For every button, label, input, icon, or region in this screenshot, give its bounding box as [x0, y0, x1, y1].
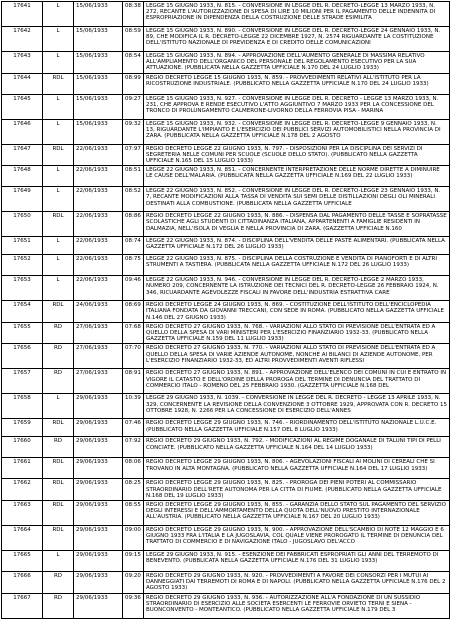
act-text-cell: REGIO DECRETO LEGGE 15 GIUGNO 1933, N. 859. - PROVVEDIMENTI RELATIVI ALL'ISTITUTO PER LA RICOSTRUZIONE INDUSTRIALE. (PUBBLICATO NELLA GAZZETTA UFFICIALE N.170 DEL 24 LUGLIO 1933) — [144, 73, 450, 94]
act-text-cell: REGIO DECRETO LEGGE 29 GIUGNO 1933, N. 825. - PROROGA DEI PIENI POTERI AL COMMISSARIO STRAORDINARIO DELL'RETE AUTONOMA PER LA CITTA DI FIUME. (PUBBLICATO NELLA GAZZETTA UFFICIALE N.168 DEL 19 LUGLIO 1933) — [144, 479, 450, 501]
table-row — [2, 52, 450, 74]
act-id-cell: 09:20 — [123, 572, 144, 594]
act-type-cell: RD — [43, 344, 74, 369]
act-text-cell: REGIO DECRETO 27 GIUGNO 1933, N. 891. - APPROVAZIONE DELL'ELENCO DEI COMUNI IN CUI E ENTRATO IN VIGORE IL CATASTO E DELL'ORDINE DELLA PROROGA DEL TERMINE DI DENUNCIA DEL TRATTATO DI COMMERCIO ITALO - ROMENO DEL 25 FEBBRAIO 1930. (GAZZETTA UFFICIALE N.168 DEL — [144, 369, 450, 394]
table-row — [2, 212, 450, 237]
act-date-cell: 29/06/1933 — [74, 526, 123, 551]
act-text-cell: REGIO DECRETO LEGGE 22 GIUGNO 1933, N. 886. - DISPENSA DAL PAGAMENTO DELLE TASSE E SOPRATASSE SCOLASTICHE AGLI STUDENTI DI CITTADINANZA ITALIANA, APPARTENENTI A FAMIGLIE RESIDENTI IN DALMAZIA, NELL'ISOLA DI VEGLIA E NELLA PROVINCIA DI ZARA. (GAZZETTA UFFICIALE N.160 — [144, 212, 450, 237]
act-id-cell: 08:74 — [123, 237, 144, 255]
act-date-cell: 15/06/1933 — [74, 2, 123, 27]
entry-number-cell: 17660 — [2, 437, 43, 458]
table-row — [2, 237, 450, 255]
entry-number-cell: 17666 — [2, 572, 43, 594]
act-type-cell: RDL — [43, 144, 74, 166]
entry-number-cell: 17651 — [2, 237, 43, 255]
act-type-cell: RD — [43, 437, 74, 458]
act-type-cell: L — [43, 255, 74, 276]
act-text-cell: LEGGE 22 GIUGNO 1933, N. 852. - CONVERSIONE IN LEGGE DEL R. DECRETO-LEGGE 23 GENNAIO 1933, N. 7, RECANTE MODIFICAZIONI ALLA TASSA DI VENDITA SUI SEMI DELLE DISTILLAZIONI DEGLI OLI MINERALI DESTINATI ALLA COMBUSTIONE. (PUBBLICATA NELLA GAZZETTA UFFICIALE — [144, 187, 450, 212]
act-text-cell: LEGGE 22 GIUGNO 1933, N. 874. - DISCIPLINA DELL'VENDITA DELLE PASTE ALIMENTARI. (PUBBLICATA NELLA GAZZETTA UFFICIALE N.172 DEL 26 LUGLIO 1933) — [144, 237, 450, 255]
act-id-cell: 08:91 — [123, 369, 144, 394]
table-row — [2, 369, 450, 394]
table-row — [2, 572, 450, 594]
table-row — [2, 344, 450, 369]
act-date-cell: 22/06/1933 — [74, 212, 123, 237]
act-type-cell: L — [43, 394, 74, 419]
entry-number-cell: 17648 — [2, 166, 43, 187]
act-text-cell: LEGGE 15 GIUGNO 1933, N. 815. - CONVERSIONE IN LEGGE DEL R. DECRETO-LEGGE 13 MARZO 1933, N. 272, RECANTE L'AUTORIZZAZIONE DI SPESA DI LIRE 10 MILIONI PER IL PAGAMENTO DELLE INDENNITA DI ESPROPRIAZIONE IN DIPENDENZA DELLA COSTRUZIONE DELLE STRADE ESIMILITA — [144, 2, 450, 27]
act-text-cell: LEGGE 15 GIUGNO 1933, N. 932. - CONVERSIONE IN LEGGE DEL R. DECRETO-LEGGE 9 GENNAIO 1933, N. 13, RIGUARDANTE L'IMPIANTO E L'ESERCIZIO DEI PUBBLICI SERVIZI AUTOMOBILISTICI NELLA PROVINCIA DI ZARA. (PUBBLICATA NELLA GAZZETTA UFFICIALE N.178 DEL 2 AGOSTO — [144, 119, 450, 144]
table-row — [2, 301, 450, 323]
act-text-cell: LEGGE 22 GIUGNO 1933, N. 875. - DISCIPLINA DELLA COSTRUZIONE E VENDITA DI PIANOFORTI E DI ALTRI STRUMENTI A TASTIERA. (PUBBLICATA NELLA GAZZETTA UFFICIALE N.172 DEL 26 LUGLIO 1933) — [144, 255, 450, 276]
act-date-cell: 22/06/1933 — [74, 255, 123, 276]
act-id-cell: 10:39 — [123, 394, 144, 419]
entry-number-cell: 17665 — [2, 551, 43, 572]
act-date-cell: 22/06/1933 — [74, 166, 123, 187]
act-type-cell: RD — [43, 593, 74, 618]
act-date-cell: 29/06/1933 — [74, 593, 123, 618]
act-type-cell: RD — [43, 572, 74, 594]
table-row — [2, 276, 450, 301]
entry-number-cell: 17653 — [2, 276, 43, 301]
act-text-cell: REGIO DECRETO 29 GIUGNO 1933, N. 936. - AUTORIZZAZIONE ALL'A FONDAZIONE DI UN SUSSIDIO STRAORDINARIO DI ESERCIZIO ALLE SOCIETA ESERCENTI LE FERROVIE ORVIETO TERNI E SIENA - BUONCONVENTO - MONTEANTICO. (PUBBLICATO NELLA GAZZETTA UFFICIALE N.179 DEL 3 — [144, 593, 450, 618]
entry-number-cell: 17657 — [2, 369, 43, 394]
table-row — [2, 458, 450, 479]
entry-number-cell: 17655 — [2, 322, 43, 344]
act-text-cell: REGIO DECRETO 27 GIUGNO 1933, N. 770. - VARIAZIONI ALLO STATO DI PREVISIONE DELL'ENTRATA ED A QUELLO DELLA SPESA DI VARIE AZIENDE AUTONOME, NONCHE AI BILANCI DI AZIENDE AUTONOME, PER L'ESERCIZIO FINANZIARIO 1932-33, ED ALTRI PROVVEDIMENTI AVENTI RIFLESSI — [144, 344, 450, 369]
table-row — [2, 255, 450, 276]
act-id-cell: 08:38 — [123, 2, 144, 27]
act-id-cell: 09:36 — [123, 593, 144, 618]
act-date-cell: 24/06/1933 — [74, 301, 123, 323]
act-id-cell: 08:55 — [123, 501, 144, 526]
act-date-cell: 29/06/1933 — [74, 458, 123, 479]
act-type-cell: RD — [43, 369, 74, 394]
act-id-cell: 09:00 — [123, 526, 144, 551]
act-id-cell: 07:46 — [123, 419, 144, 437]
table-row — [2, 144, 450, 166]
act-date-cell: 15/06/1933 — [74, 94, 123, 119]
act-id-cell: 07:70 — [123, 344, 144, 369]
act-date-cell: 29/06/1933 — [74, 479, 123, 501]
act-type-cell: RDL — [43, 419, 74, 437]
act-text-cell: LEGGE 22 GIUGNO 1933, N. 946. - CONVERSIONE IN LEGGE DEL R. DECRETO-LEGGE 2 MARZO 1933, NUMERO 209, CONCERNENTE LA ISTRUZIONE DEI TECNICI DEL R. DECRETO-LEGGE 26 FEBBRAIO 1924, N. 346, RICUARDANTE AGEVOLEZZE FISCALI IN FAVORE DELL'INDUSTRIA ESTRATTIVA CARE — [144, 276, 450, 301]
entry-number-cell: 17658 — [2, 394, 43, 419]
act-date-cell: 22/06/1933 — [74, 276, 123, 301]
table-row — [2, 166, 450, 187]
act-type-cell: RDL — [43, 526, 74, 551]
act-type-cell: L — [43, 94, 74, 119]
entry-number-cell: 17642 — [2, 27, 43, 52]
act-type-cell: L — [43, 119, 74, 144]
entry-number-cell: 17663 — [2, 501, 43, 526]
act-id-cell: 08:52 — [123, 187, 144, 212]
entry-number-cell: 17646 — [2, 119, 43, 144]
act-type-cell: L — [43, 27, 74, 52]
act-id-cell: 08:59 — [123, 27, 144, 52]
act-date-cell: 15/06/1933 — [74, 119, 123, 144]
act-type-cell: RDL — [43, 458, 74, 479]
table-row — [2, 94, 450, 119]
table-row — [2, 394, 450, 419]
entry-number-cell: 17662 — [2, 479, 43, 501]
entry-number-cell: 17643 — [2, 52, 43, 74]
act-text-cell: REGIO DECRETO 27 GIUGNO 1933, N. 768. - VARIAZIONI ALLO STATO DI PREVISIONE DELL'ENTRATA ED A QUELLO DELLA SPESA DI VARI MINISTERI PER L'ESERCIZIO FINANZIARIO 1932-33. (PUBBLICATO NELLA GAZZETTA UFFICIALE N.159 DEL 11 LUGLIO 1933) — [144, 322, 450, 344]
table-row — [2, 479, 450, 501]
entry-number-cell: 17652 — [2, 255, 43, 276]
act-text-cell: LEGGE 29 GIUGNO 1933, N. 915. - ESENZIONE DEI FABBRICATI ESPROPRIATI GLI ANNI DEL TERREMOTO DI BENEVENTO. (PUBBLICATA NELLA GAZZETTA UFFICIALE N.176 DEL 31 LUGLIO 1933) — [144, 551, 450, 572]
entry-number-cell: 17667 — [2, 593, 43, 618]
act-text-cell: LEGGE 22 GIUGNO 1933, N. 851. - CONCERNENTE INTERPRETAZIONE DELLE NORME DIRETTE A DIMINUIRE LE CAUSE DELL'MALARIA. (PUBBLICATA NELLA GAZZETTA UFFICIALE N.169 DEL 22 LUGLIO 1933) — [144, 166, 450, 187]
act-date-cell: 22/06/1933 — [74, 237, 123, 255]
act-type-cell: RDL — [43, 479, 74, 501]
entry-number-cell: 17659 — [2, 419, 43, 437]
table-row — [2, 593, 450, 618]
act-id-cell: 08:75 — [123, 255, 144, 276]
act-date-cell: 29/06/1933 — [74, 551, 123, 572]
act-text-cell: LEGGE 29 GIUGNO 1933, N. 1039. - CONVERSIONE IN LEGGE DEL R. DECRETO - LEGGE 13 APRILE 1933, N. 329, CONCERNENTE LA REVISIONE DELLA CONVENZIONE 3 OTTOBRE 1929, APPROVATA CON R. DECRETO 15 OTTOBRE 1928, N. 2266 PER LA CONCESSIONE DI ESERCIZIO DELL'ANNES — [144, 394, 450, 419]
act-type-cell: L — [43, 2, 74, 27]
act-type-cell: L — [43, 276, 74, 301]
table-row — [2, 119, 450, 144]
entry-number-cell: 17650 — [2, 212, 43, 237]
act-id-cell: 08:54 — [123, 52, 144, 74]
entry-number-cell: 17661 — [2, 458, 43, 479]
act-type-cell: RDL — [43, 212, 74, 237]
act-date-cell: 29/06/1933 — [74, 394, 123, 419]
entry-number-cell: 17649 — [2, 187, 43, 212]
act-type-cell: L — [43, 187, 74, 212]
act-id-cell: 08:69 — [123, 301, 144, 323]
table-row — [2, 551, 450, 572]
legislation-register-table — [1, 1, 450, 619]
entry-number-cell: 17644 — [2, 73, 43, 94]
act-text-cell: REGIO DECRETO LEGGE 22 GIUGNO 1933, N. 797. - DISPOSIZIONI PER LA DISCIPLINA DEI SERVIZI DI SEGRETERIA NELLE COMUNI PER SCUOLE (SCUOLE DELLO STATO). (PUBBLICATO NELLA GAZZETTA UFFICIALE N.165 DEL 15 LUGLIO 1933) — [144, 144, 450, 166]
act-text-cell: LEGGE 15 GIUGNO 1933, N. 890. - CONVERSIONE IN LEGGE DEL R. DECRETO-LEGGE 24 GENNAIO 1933, N. 89, CHE MODIFICA IL R. DECRETO-LEGGE 22 DICEMBRE 1927, N. 2574 RIGUARDANTE LA COSTITUZIONE DELL'ISTITUTO NAZIONALE DI PREVIDENZA E DI CREDITO DELLE COMUNICAZIONI — [144, 27, 450, 52]
act-type-cell: RDL — [43, 301, 74, 323]
act-id-cell: 09:15 — [123, 551, 144, 572]
act-text-cell: REGIO DECRETO LEGGE 29 GIUGNO 1933, N. 855. - GARANZIA DELLO STATO SUL PAGAMENTO DEL SERVIZIO DEGLI INTERESSI E DELL'AMMORTAMENTO DELLA QUOTA DELL'NUOVO PRESTITO INTERNAZIONALE ALL'AUSTRIA. (PUBBLICATO NELLA GAZZETTA UFFICIALE N.167 DEL 20 LUGLIO 1933) — [144, 501, 450, 526]
entry-number-cell: 17654 — [2, 301, 43, 323]
act-date-cell: 15/06/1933 — [74, 73, 123, 94]
act-id-cell: 08:86 — [123, 212, 144, 237]
table-row — [2, 437, 450, 458]
act-date-cell: 27/06/1933 — [74, 322, 123, 344]
act-type-cell: RDL — [43, 501, 74, 526]
act-text-cell: REGIO DECRETO LEGGE 29 GIUGNO 1933, N. 806. - AGEVOLAZIONI FISCALI AI MOLINI DI CEREALI CHE SI TROVANO IN ALTA MONTAGNA. (PUBBLICATO NELLA GAZZETTA UFFICIALE N.164 DEL 17 LUGLIO 1933) — [144, 458, 450, 479]
act-type-cell: L — [43, 551, 74, 572]
act-id-cell: 08:99 — [123, 73, 144, 94]
act-text-cell: LEGGE 15 GIUGNO 1933, N. 927. - CONVERSIONE IN LEGGE DEL R. DECRETO - LEGGE 13 MARZO 1933, N. 231, CHE APPROVA E RENDE ESECUTIVO L'ATTO AGGIUNTIVO 7 MARZO 1933 PER LA CONCESSIONE DEL TRONCO DI PROLUNGAMENTO CALMERONE-LIVORNO DELLA FERROVIA PISA - MARINA — [144, 94, 450, 119]
act-id-cell: 08:06 — [123, 458, 144, 479]
register-rows — [2, 2, 450, 619]
act-date-cell: 15/06/1933 — [74, 52, 123, 74]
act-text-cell: REGIO DECRETO LEGGE 29 GIUGNO 1933, N. 900. - APPROVAZIONE DELL'SCAMBIO DI NOTE 12 MAGGIO E 6 GIUGNO 1933 FRA L'ITALIA E LA JUGOSLAVIA, COL QUALE VIENE PROROGATO IL TERMINE DI DENUNCIA DEL TRATTATO DI COMMERCIO E DI NAVIGAZIONE ITALO - JUGOSLAVO DEL'ACCO — [144, 526, 450, 551]
act-type-cell: L — [43, 52, 74, 74]
table-row — [2, 501, 450, 526]
act-date-cell: 22/06/1933 — [74, 144, 123, 166]
act-id-cell: 07:68 — [123, 322, 144, 344]
act-type-cell: L — [43, 237, 74, 255]
act-date-cell: 27/06/1933 — [74, 369, 123, 394]
act-type-cell: RD — [43, 322, 74, 344]
entry-number-cell: 17641 — [2, 2, 43, 27]
table-row — [2, 2, 450, 27]
act-id-cell: 08:25 — [123, 479, 144, 501]
act-id-cell: 08:51 — [123, 166, 144, 187]
act-text-cell: REGIO DECRETO 29 GIUGNO 1933, N. 792. - MODIFICAZIONI AL REGIME DOGANALE DI TALUNI TIPI DI PELLI CONCIATE. (PUBBLICATO NELLA GAZZETTA UFFICIALE N.164 DEL 14 LUGLIO 1933) — [144, 437, 450, 458]
act-date-cell: 22/06/1933 — [74, 187, 123, 212]
register-page — [1, 1, 450, 636]
act-date-cell: 15/06/1933 — [74, 27, 123, 52]
entry-number-cell: 17656 — [2, 344, 43, 369]
table-row — [2, 322, 450, 344]
act-text-cell: REGIO DECRETO LEGGE 29 GIUGNO 1933, N. 746. - RIORDINAMENTO DELL'ISTITUTO NAZIONALE L.U.C.E. (PUBBLICATO NELLA GAZZETTA UFFICIALE N.157 DEL 8 LUGLIO 1933) — [144, 419, 450, 437]
act-date-cell: 29/06/1933 — [74, 419, 123, 437]
act-id-cell: 09:27 — [123, 94, 144, 119]
table-row — [2, 419, 450, 437]
act-text-cell: LEGGE 15 GIUGNO 1933, N. 894. - APPROVAZIONE DELL'AUMENTO GENERALE DI MASSIMA RELATIVO ALL'AMPLIAMENTO DELL'ORGANICO DEL PERSONALE DEL REGOLAMENTO ESECUTIVO PER LA SUA ATTUAZIONE. (PUBBLICATA NELLA GAZZETTA UFFICIALE N.170 DEL 24 LUGLIO 1933) — [144, 52, 450, 74]
act-date-cell: 27/06/1933 — [74, 344, 123, 369]
entry-number-cell: 17645 — [2, 94, 43, 119]
table-row — [2, 526, 450, 551]
act-id-cell: 09:32 — [123, 119, 144, 144]
act-type-cell: L — [43, 166, 74, 187]
act-type-cell: RDL — [43, 73, 74, 94]
table-row — [2, 27, 450, 52]
act-id-cell: 09:46 — [123, 276, 144, 301]
act-date-cell: 29/06/1933 — [74, 501, 123, 526]
act-date-cell: 29/06/1933 — [74, 572, 123, 594]
act-text-cell: REGIO DECRETO 29 GIUGNO 1933, N. 920. - PROVVEDIMENTI A FAVORE DEI CONSORZI PER I MUTUI AI DANNEGGIATI DAI TERREMOTI DI ROMA E DI NAPOLI. (PUBBLICATO NELLA GAZZETTA UFFICIALE N.176 DEL 2 AGOSTO 1933) — [144, 572, 450, 594]
table-row — [2, 187, 450, 212]
entry-number-cell: 17664 — [2, 526, 43, 551]
act-id-cell: 07:92 — [123, 437, 144, 458]
act-date-cell: 29/06/1933 — [74, 437, 123, 458]
act-id-cell: 07:97 — [123, 144, 144, 166]
table-row — [2, 73, 450, 94]
entry-number-cell: 17647 — [2, 144, 43, 166]
act-text-cell: REGIO DECRETO LEGGE 24 GIUGNO 1933, N. 869. - COSTITUZIONE DELL'ISTITUTO DELL'ENCICLOPEDIA ITALIANA FONDATA DA GIOVANNI TRECCANI, CON SEDE IN ROMA. (PUBBLICATO NELLA GAZZETTA UFFICIALE N.146 DEL 27 GIUGNO 1933) — [144, 301, 450, 323]
